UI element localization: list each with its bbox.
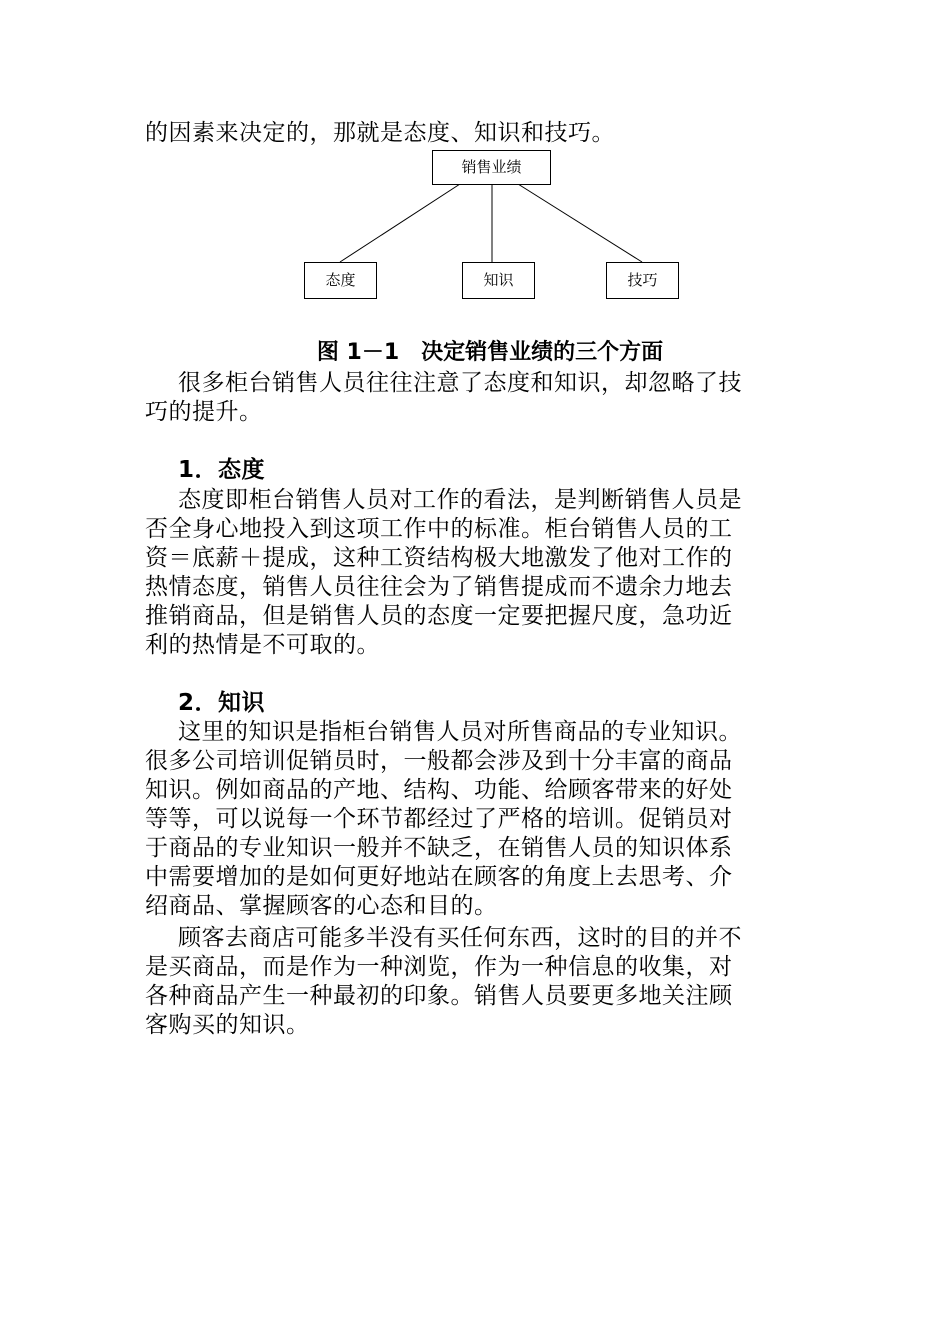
paragraph-line: 很多公司培训促销员时，一般都会涉及到十分丰富的商品 bbox=[145, 748, 733, 774]
paragraph-line: 是买商品，而是作为一种浏览，作为一种信息的收集，对 bbox=[145, 954, 733, 980]
section-heading-attitude: 1．态度 bbox=[178, 457, 266, 483]
paragraph-line: 绍商品、掌握顾客的心态和目的。 bbox=[145, 893, 498, 919]
section-heading-knowledge: 2．知识 bbox=[178, 690, 266, 716]
connector-left bbox=[340, 184, 460, 262]
paragraph-line: 客购买的知识。 bbox=[145, 1012, 310, 1038]
paragraph-line: 顾客去商店可能多半没有买任何东西，这时的目的并不 bbox=[178, 925, 742, 951]
intro-line: 的因素来决定的，那就是态度、知识和技巧。 bbox=[145, 120, 615, 146]
paragraph-line: 否全身心地投入到这项工作中的标准。柜台销售人员的工 bbox=[145, 516, 733, 542]
paragraph-line: 推销商品，但是销售人员的态度一定要把握尺度，急功近 bbox=[145, 603, 733, 629]
paragraph-line: 各种商品产生一种最初的印象。销售人员要更多地关注顾 bbox=[145, 983, 733, 1009]
diagram-child-knowledge: 知识 bbox=[462, 262, 535, 299]
connector-right bbox=[518, 184, 642, 262]
paragraph-line: 资＝底薪＋提成，这种工资结构极大地激发了他对工作的 bbox=[145, 545, 733, 571]
diagram-child-attitude: 态度 bbox=[304, 262, 377, 299]
paragraph-line: 热情态度，销售人员往往会为了销售提成而不遗余力地去 bbox=[145, 574, 733, 600]
paragraph-line: 利的热情是不可取的。 bbox=[145, 632, 380, 658]
paragraph-line: 态度即柜台销售人员对工作的看法，是判断销售人员是 bbox=[178, 487, 742, 513]
paragraph-line: 很多柜台销售人员往往注意了态度和知识，却忽略了技 bbox=[178, 370, 742, 396]
diagram-child-skill: 技巧 bbox=[606, 262, 679, 299]
figure-caption: 图 1－1 决定销售业绩的三个方面 bbox=[316, 340, 664, 365]
paragraph-line: 这里的知识是指柜台销售人员对所售商品的专业知识。 bbox=[178, 719, 742, 745]
paragraph-line: 中需要增加的是如何更好地站在顾客的角度上去思考、介 bbox=[145, 864, 733, 890]
paragraph-line: 巧的提升。 bbox=[145, 399, 263, 425]
paragraph-line: 于商品的专业知识一般并不缺乏，在销售人员的知识体系 bbox=[145, 835, 733, 861]
diagram-root-box: 销售业绩 bbox=[432, 150, 551, 185]
paragraph-line: 等等，可以说每一个环节都经过了严格的培训。促销员对 bbox=[145, 806, 733, 832]
paragraph-line: 知识。例如商品的产地、结构、功能、给顾客带来的好处 bbox=[145, 777, 733, 803]
